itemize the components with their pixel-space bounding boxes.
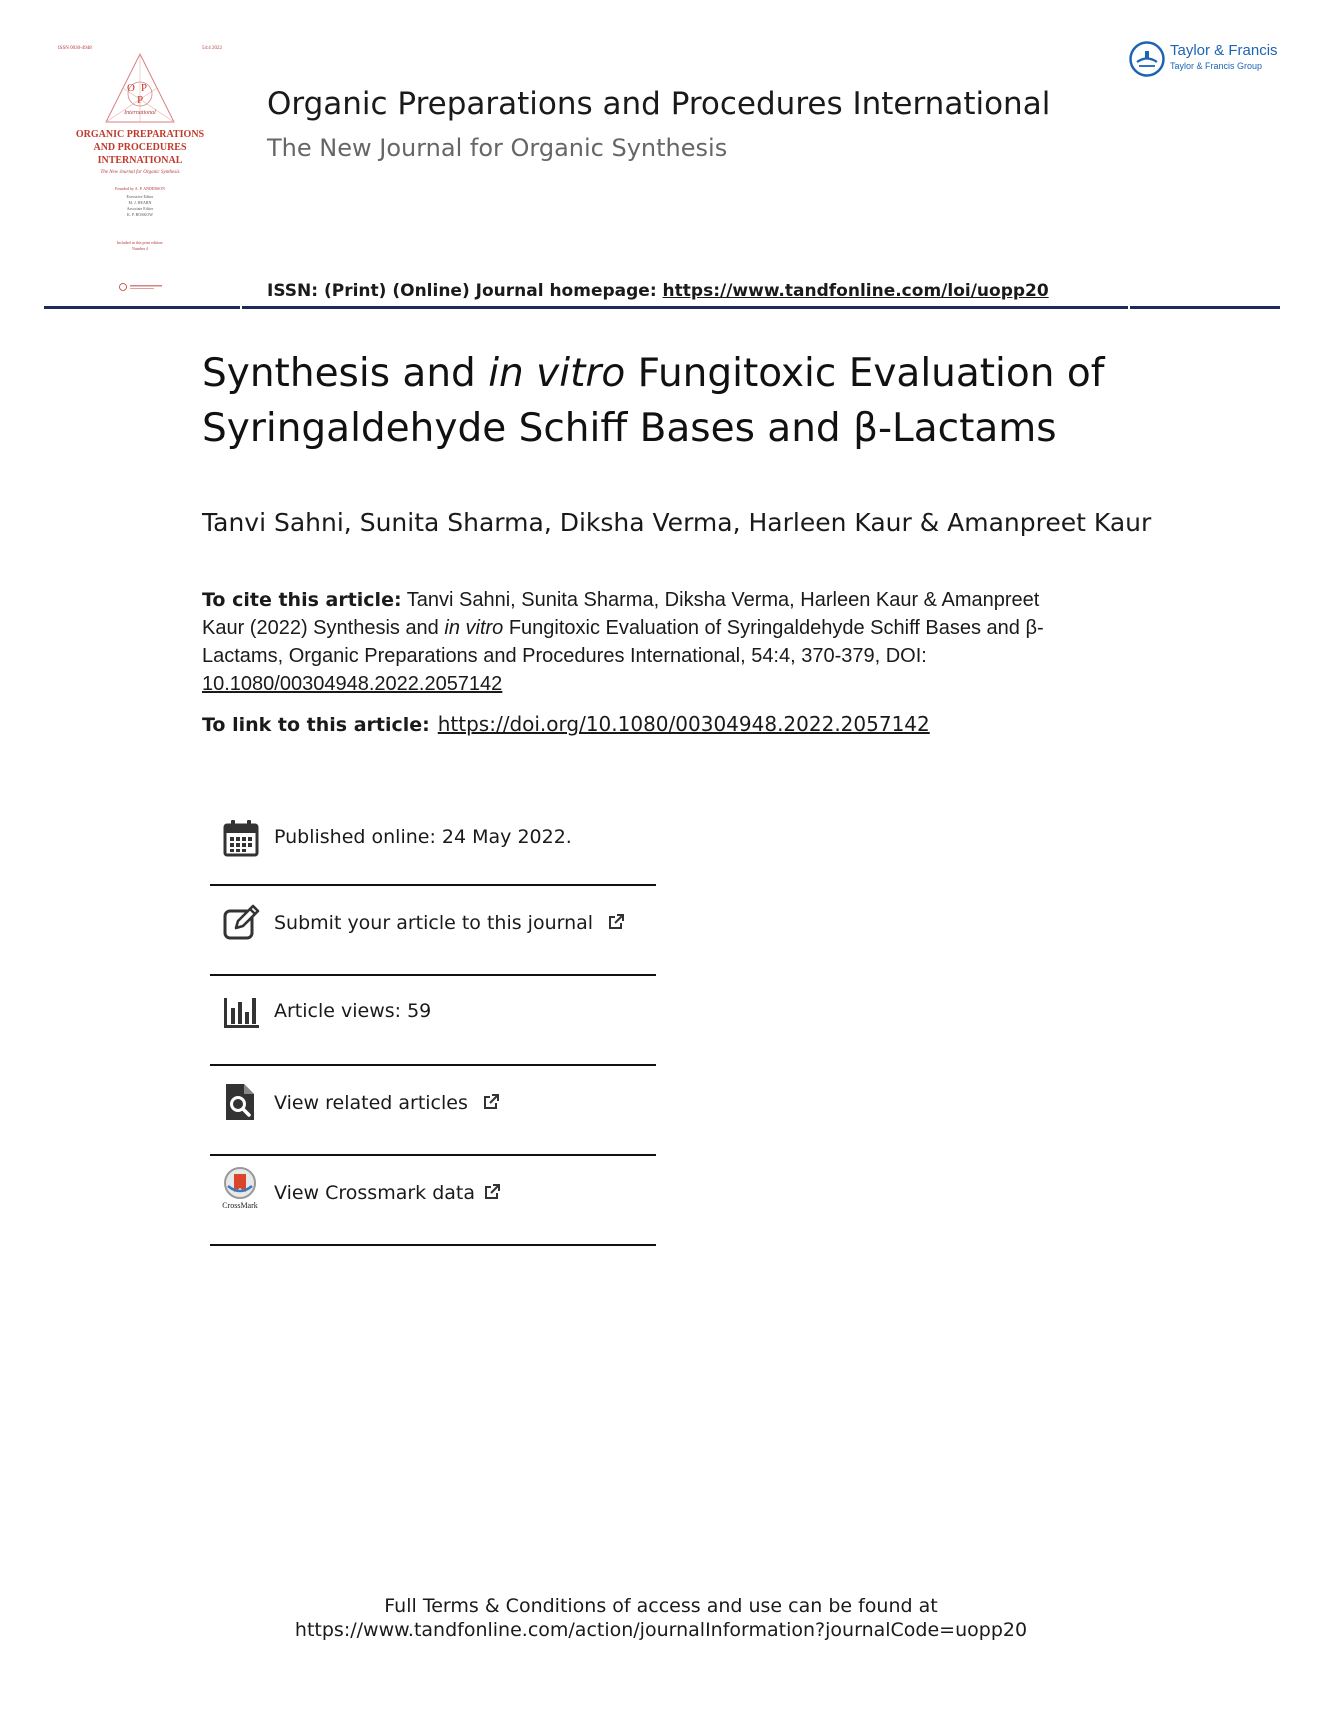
article-authors: Tanvi Sahni, Sunita Sharma, Diksha Verma, Harleen Kaur & Amanpreet Kaur xyxy=(202,508,1152,537)
crossmark-icon xyxy=(223,1166,257,1200)
cover-volume: 54:4 2022 xyxy=(201,46,222,51)
crossmark-link[interactable]: View Crossmark data xyxy=(274,1182,501,1204)
related-articles-link[interactable]: View related articles xyxy=(274,1092,500,1114)
article-link-label: To link to this article: xyxy=(202,714,430,736)
bar-chart-icon xyxy=(222,990,260,1030)
article-link-line xyxy=(202,712,930,736)
issn-homepage-line xyxy=(267,281,1049,301)
published-online-text: Published online: 24 May 2022. xyxy=(274,826,572,848)
taylor-francis-emblem-icon xyxy=(1128,40,1166,78)
citation-block: To cite this article: Tanvi Sahni, Sunita Sharma, Diksha Verma, Harleen Kaur & Amanpreet Kaur (2022) Synthesis and in vitro Fungitoxic Evaluation of Syringaldehyde Schiff Bases and β-Lactams, Organic Preparations and Procedures International, 54:4, 370-379, DOI: 10.1080/00304948.2022.2057142 xyxy=(202,589,1044,695)
header-divider xyxy=(44,306,1280,309)
terms-url[interactable]: https://www.tandfonline.com/action/journalInformation?journalCode=uopp20 xyxy=(294,1619,1028,1641)
external-link-icon xyxy=(607,913,625,931)
related-articles-row[interactable] xyxy=(210,1078,656,1138)
article-views-text: Article views: 59 xyxy=(274,1000,432,1022)
brand-group: Taylor & Francis Group xyxy=(1170,61,1263,71)
article-title: Synthesis and in vitro Fungitoxic Evaluation of Syringaldehyde Schiff Bases and β-Lactams xyxy=(202,351,1105,451)
info-divider xyxy=(210,974,656,976)
info-divider xyxy=(210,1244,656,1246)
edit-icon xyxy=(222,902,260,942)
brand-name: Taylor & Francis xyxy=(1170,42,1278,59)
document-search-icon xyxy=(222,1082,260,1122)
cover-publisher-icon xyxy=(118,282,164,292)
cover-indexed: Included in this print edition: Number 4 xyxy=(116,240,164,251)
calendar-icon xyxy=(222,818,260,858)
cover-issn: ISSN 0030-4948 xyxy=(58,46,92,51)
published-online-row xyxy=(210,812,656,872)
submit-article-link[interactable]: Submit your article to this journal xyxy=(274,912,625,934)
terms-footer xyxy=(0,1594,1322,1642)
terms-line: Full Terms & Conditions of access and use can be found at xyxy=(384,1595,938,1617)
journal-subtitle: The New Journal for Organic Synthesis xyxy=(267,134,728,162)
submit-article-row[interactable] xyxy=(210,898,656,958)
cover-editors: Executive Editor M. J. HEARN Associate Editor K. P. BOSKOW xyxy=(126,194,154,217)
info-divider xyxy=(210,1064,656,1066)
citation-doi-link[interactable]: 10.1080/00304948.2022.2057142 xyxy=(202,673,503,695)
cover-logo-letters: OP xyxy=(126,82,154,94)
crossmark-badge xyxy=(218,1166,260,1216)
crossmark-row[interactable] xyxy=(210,1166,656,1228)
issn-text: ISSN: (Print) (Online) Journal homepage: xyxy=(267,281,663,301)
external-link-icon xyxy=(483,1183,501,1201)
article-doi-link[interactable]: https://doi.org/10.1080/00304948.2022.2057142 xyxy=(437,712,930,736)
journal-cover-thumbnail: ISSN 0030-4948 54:4 2022 OP P International ORGANIC PREPARATIONS AND PROCEDURES INTERNATIONAL The New Journal for Organic Synthesis Founded by A. P. ANDERSON Executive Editor M. J. HEARN Associate Editor K. P. BOSKOW Included in this print edition: Number 4 xyxy=(58,44,222,296)
external-link-icon xyxy=(482,1093,500,1111)
journal-title: Organic Preparations and Procedures International xyxy=(267,86,1051,122)
crossmark-badge-label: CrossMark xyxy=(222,1201,258,1210)
info-divider xyxy=(210,884,656,886)
info-divider xyxy=(210,1154,656,1156)
cover-title: ORGANIC PREPARATIONS AND PROCEDURES INTERNATIONAL xyxy=(75,129,205,166)
article-views-row xyxy=(210,986,656,1046)
taylor-francis-logo[interactable] xyxy=(1126,38,1286,78)
journal-homepage-link[interactable]: https://www.tandfonline.com/loi/uopp20 xyxy=(662,281,1049,301)
citation-label: To cite this article: xyxy=(202,589,402,611)
